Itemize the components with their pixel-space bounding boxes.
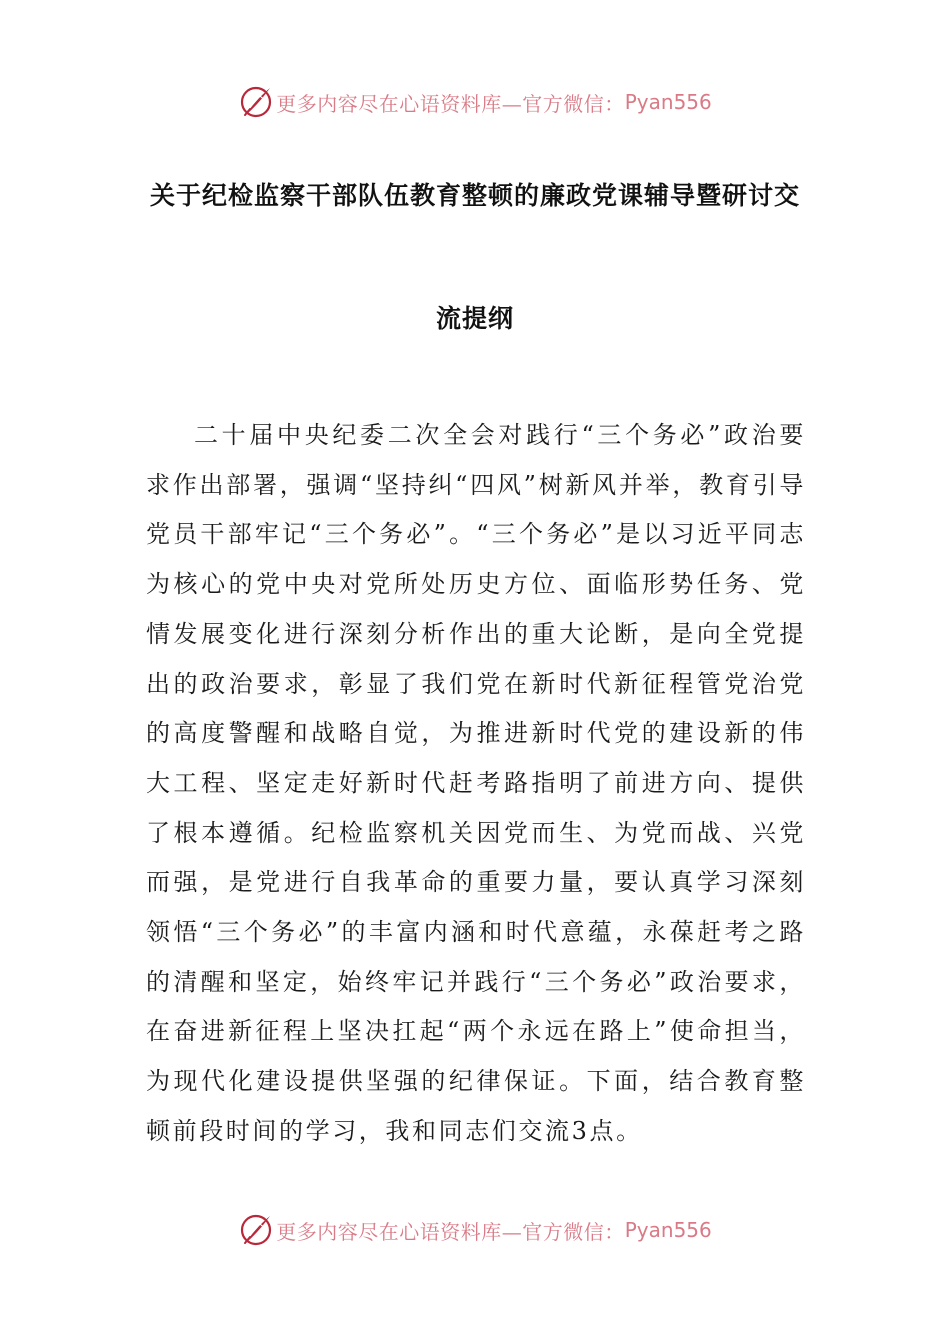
body-paragraph: 二十届中央纪委二次全会对践行“三个务必”政治要求作出部署，强调“坚持纠“四风”树新风并举，教育引导党员干部牢记“三个务必”。“三个务必”是以习近平同志为核心的党中央对党所处历史方位、面临形势任务、党情发展变化进行深刻分析作出的重大论断，是向全党提出的政治要求，彰显了我们党在新时代新征程管党治党的高度警醒和战略自觉，为推进新时代党的建设新的伟大工程、坚定走好新时代赶考路指明了前进方向、提供了根本遵循。纪检监察机关因党而生、为党而战、兴党而强，是党进行自我革命的重要力量，要认真学习深刻领悟“三个务必”的丰富内涵和时代意蕴，永葆赶考之路的清醒和坚定，始终牢记并践行“三个务必”政治要求，在奋进新征程上坚决扛起“两个永远在路上”使命担当，为现代化建设提供坚强的纪律保证。下面，结合教育整顿前段时间的学习，我和同志们交流3点。 xyxy=(146,421,806,1145)
header-banner xyxy=(0,82,950,122)
banner-text: 更多内容尽在心语资料库—官方微信： xyxy=(276,91,625,116)
wechat-id: Pyan556 xyxy=(624,1218,712,1242)
quill-pen-icon xyxy=(238,1212,274,1248)
footer-banner xyxy=(0,1210,950,1250)
quill-pen-icon xyxy=(238,84,274,120)
document-title-line2: 流提纲 xyxy=(435,304,514,333)
wechat-id: Pyan556 xyxy=(624,90,712,114)
document-title-line1: 关于纪检监察干部队伍教育整顿的廉政党课辅导暨研讨交 xyxy=(149,181,800,210)
banner-text: 更多内容尽在心语资料库—官方微信： xyxy=(276,1219,625,1244)
